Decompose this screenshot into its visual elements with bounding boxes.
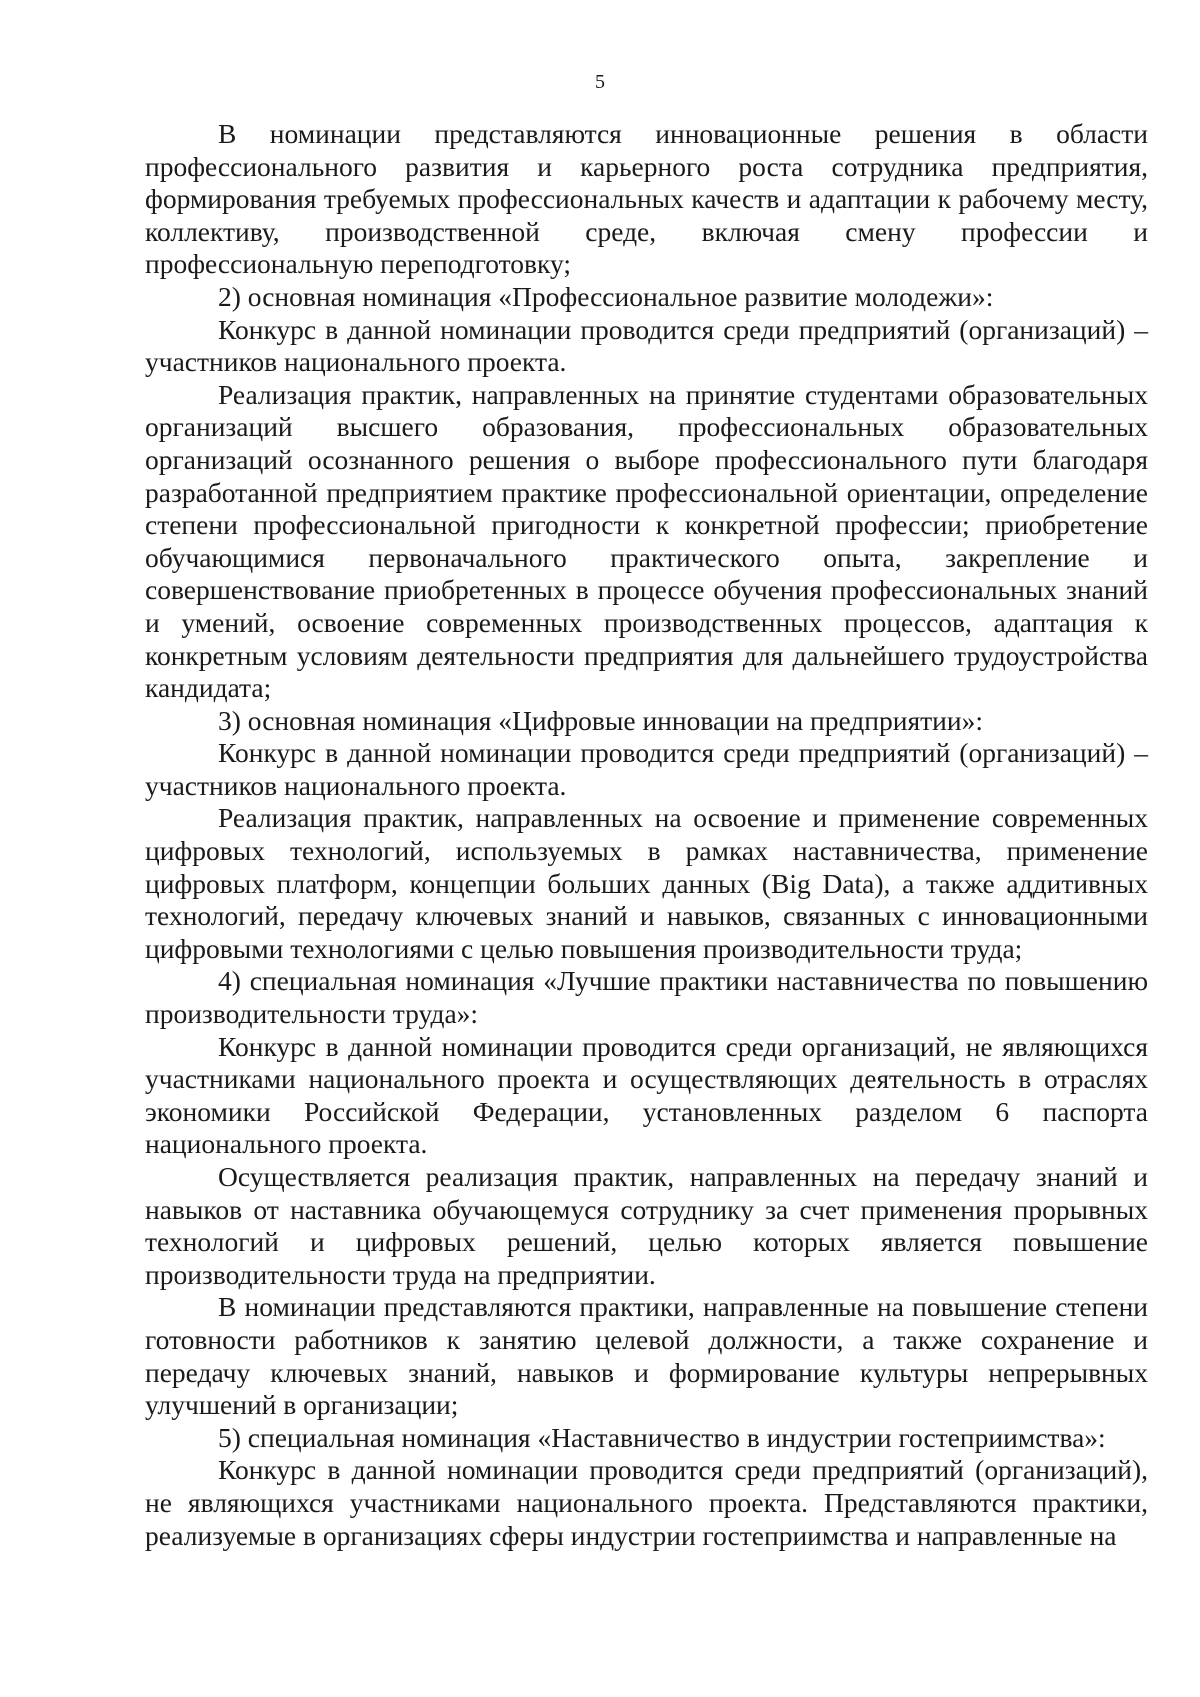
paragraph: В номинации представляются практики, направленные на повышение степени готовности работников к занятию целевой должности, а также сохранение и передачу ключевых знаний, навыков и формирование культуры непрерывных улучшений в организации; bbox=[145, 1291, 1148, 1421]
nomination-heading: 2) основная номинация «Профессиональное развитие молодежи»: bbox=[218, 280, 994, 312]
document-body bbox=[145, 118, 1148, 1552]
page-number: 5 bbox=[595, 71, 605, 93]
nomination-heading: 3) основная номинация «Цифровые инновации на предприятии»: bbox=[218, 704, 983, 736]
nomination-heading: 4) специальная номинация «Лучшие практики наставничества по повышению производительности труда»: bbox=[145, 965, 1148, 1030]
paragraph: Конкурс в данной номинации проводится среди предприятий (организаций) – участников национального проекта. bbox=[145, 737, 1148, 801]
paragraph: Реализация практик, направленных на принятие студентами образовательных организаций высшего образования, профессиональных образовательных организаций осознанного решения о выборе профессионального пути благодаря разработанной предприятием практике профессиональной ориентации, определение степени профессиональной пригодности к конкретной профессии; приобретение обучающимися первоначального практического опыта, закрепление и совершенствование приобретенных в процессе обучения профессиональных знаний и умений, освоение современных производственных процессов, адаптация к конкретным условиям деятельности предприятия для дальнейшего трудоустройства кандидата; bbox=[145, 378, 1148, 704]
paragraph: Конкурс в данной номинации проводится среди предприятий (организаций), не являющихся участниками национального проекта. Представляются практики, реализуемые в организациях сферы индустрии гостеприимства и направленные на bbox=[145, 1454, 1148, 1551]
paragraph: В номинации представляются инновационные решения в области профессионального развития и карьерного роста сотрудника предприятия, формирования требуемых профессиональных качеств и адаптации к рабочему месту, коллективу, производственной среде, включая смену профессии и профессиональную переподготовку; bbox=[145, 118, 1148, 280]
paragraph: Осуществляется реализация практик, направленных на передачу знаний и навыков от наставника обучающемуся сотруднику за счет применения прорывных технологий и цифровых решений, целью которых является повышение производительности труда на предприятии. bbox=[145, 1161, 1148, 1290]
paragraph: Реализация практик, направленных на освоение и применение современных цифровых технологий, используемых в рамках наставничества, применение цифровых платформ, концепции больших данных (Big Data), а также аддитивных технологий, передачу ключевых знаний и навыков, связанных с инновационными цифровыми технологиями с целью повышения производительности труда; bbox=[145, 802, 1148, 964]
paragraph: Конкурс в данной номинации проводится среди предприятий (организаций) – участников национального проекта. bbox=[145, 313, 1148, 378]
nomination-heading: 5) специальная номинация «Наставничество в индустрии гостеприимства»: bbox=[218, 1421, 1106, 1453]
paragraph: Конкурс в данной номинации проводится среди организаций, не являющихся участниками национального проекта и осуществляющих деятельность в отраслях экономики Российской Федерации, установленных разделом 6 паспорта национального проекта. bbox=[145, 1030, 1148, 1160]
